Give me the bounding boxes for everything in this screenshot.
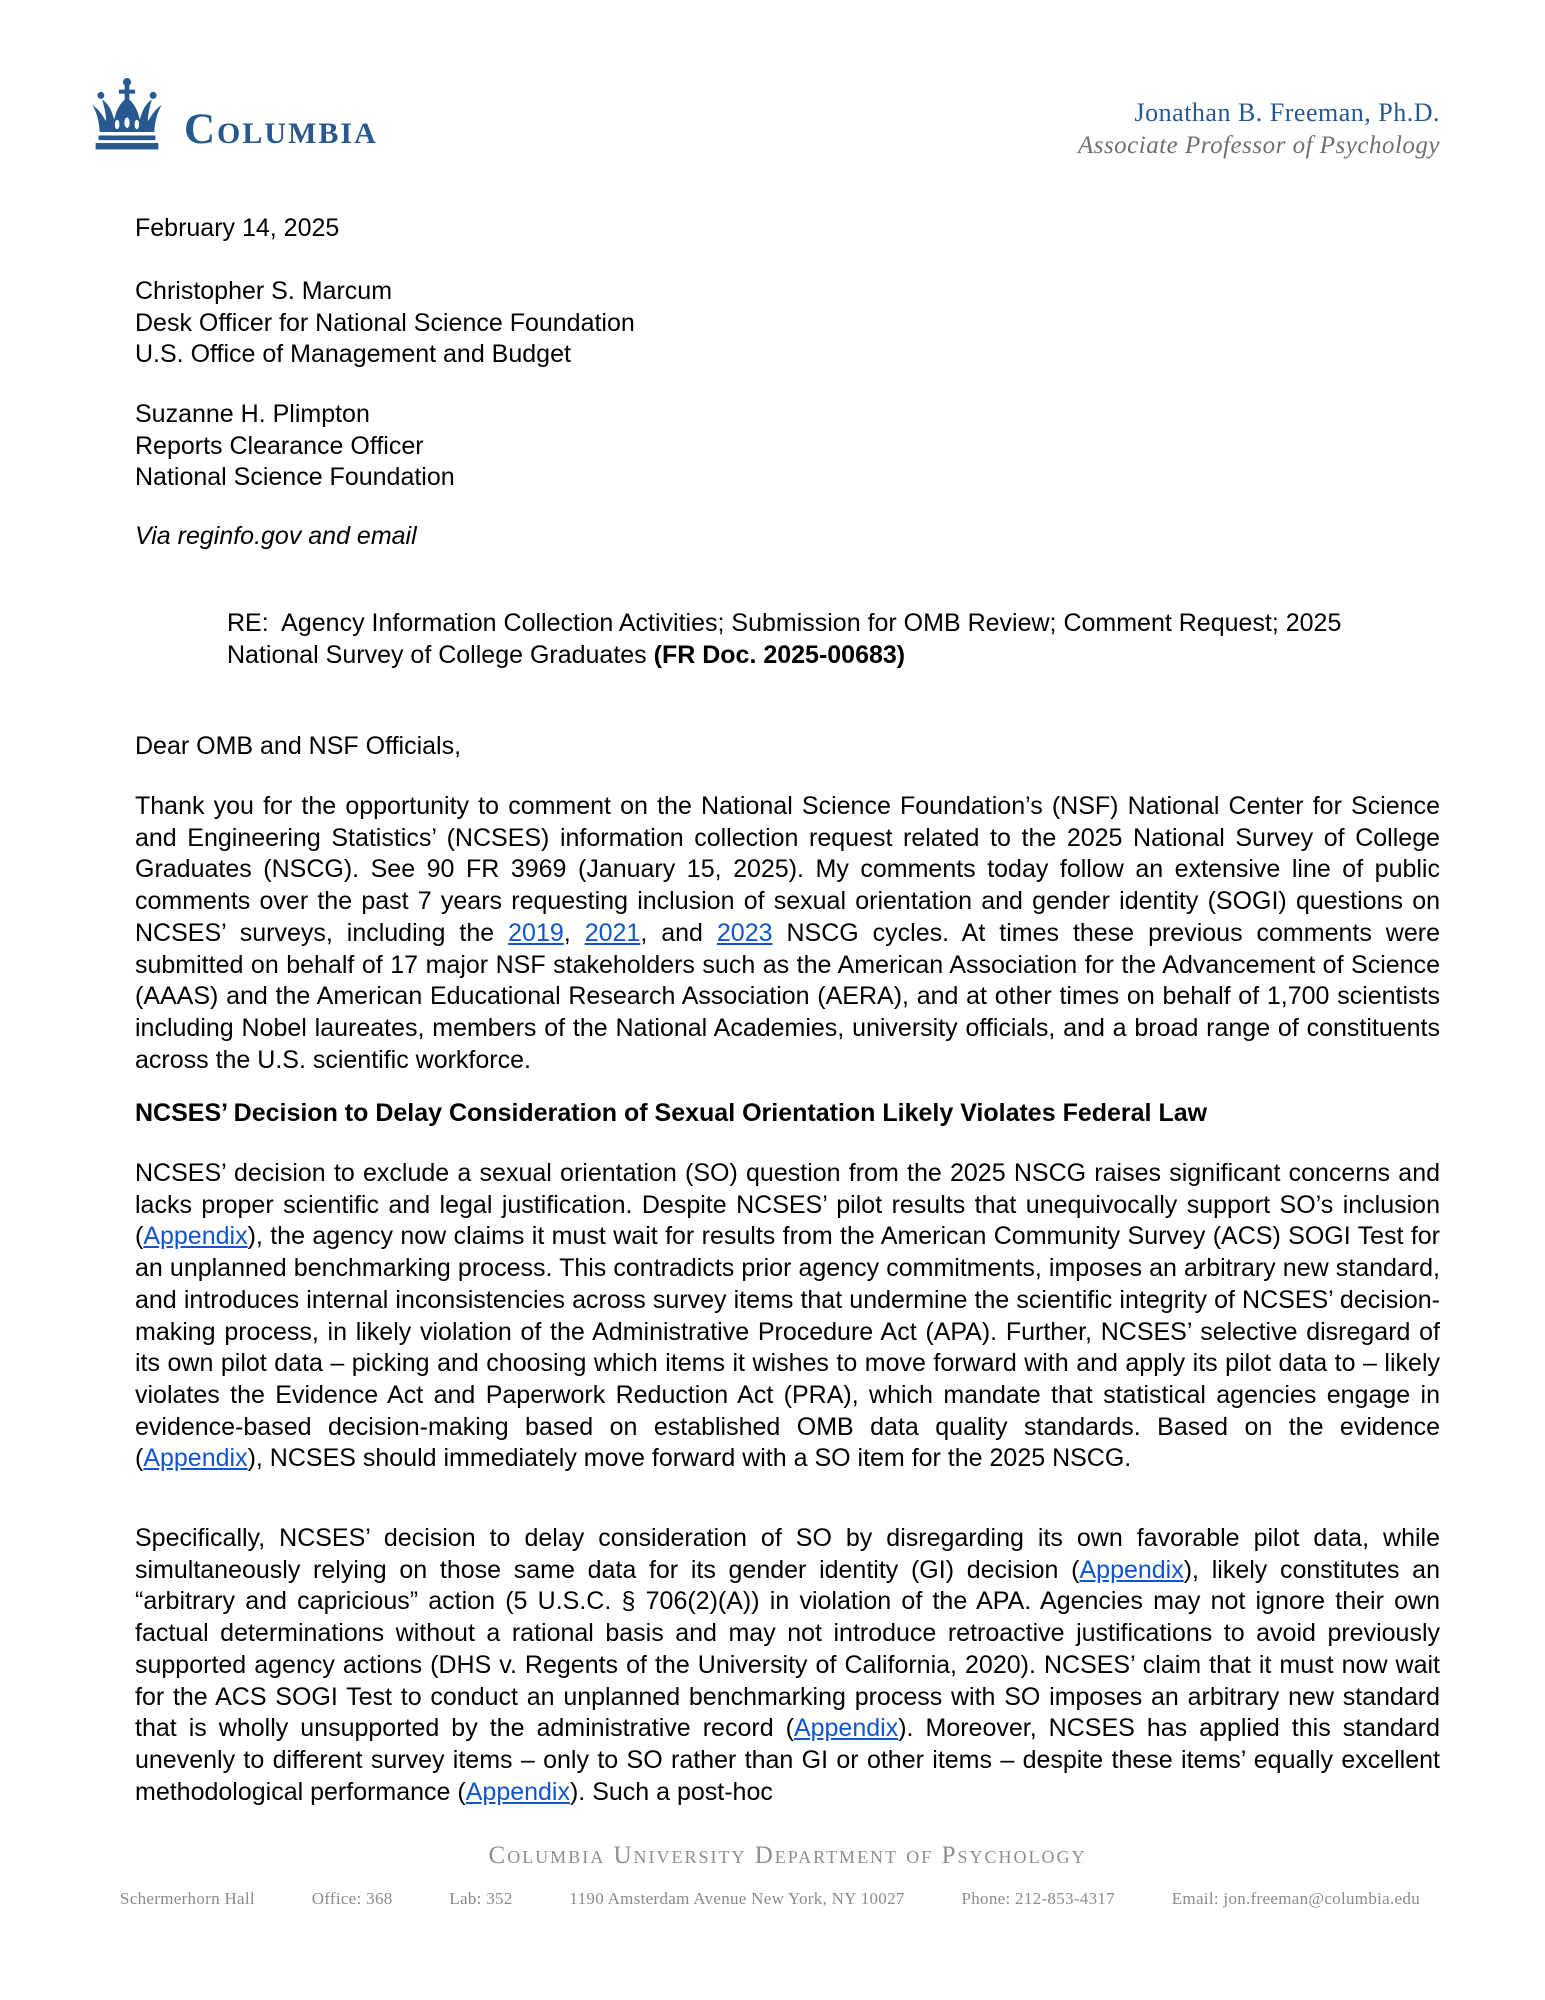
letter-date: February 14, 2025 <box>135 214 340 242</box>
columbia-logo <box>92 78 378 151</box>
recipient-org: U.S. Office of Management and Budget <box>135 340 571 369</box>
footer-department: Columbia University Department of Psychology <box>488 1842 1087 1869</box>
body-text: ), NCSES should immediately move forward with a SO item for the 2025 NSCG. <box>247 1444 1132 1473</box>
delivery-method: Via reginfo.gov and email <box>135 522 417 550</box>
recipient-role: Reports Clearance Officer <box>135 431 424 460</box>
link-2021[interactable]: 2021 <box>584 918 641 947</box>
footer-contact-row <box>120 1889 1420 1909</box>
footer-address: 1190 Amsterdam Avenue New York, NY 10027 <box>569 1889 905 1908</box>
columbia-crown-icon <box>92 78 162 150</box>
body-text: RE: Agency Information Collection Activities; Submission for OMB Review; Comment Request; 2025 National Survey of College Graduates <box>227 609 1349 669</box>
body-text: , <box>563 918 585 947</box>
sender-name: Jonathan B. Freeman, Ph.D. <box>1134 98 1440 127</box>
re-line <box>227 608 1438 671</box>
footer-phone: Phone: 212-853-4317 <box>961 1889 1115 1908</box>
link-appendix[interactable]: Appendix <box>1079 1555 1184 1584</box>
link-2019[interactable]: 2019 <box>508 918 564 947</box>
body-text: NSCG cycles. At times these previous comments were submitted on behalf of 17 major NSF stakeholders such as the American Association for the Advancement of Science (AAAS) and the American Educational Research Association (AERA), and at other times on behalf of 1,700 scientists including Nobel laureates, members of the National Academies, university officials, and a broad range of constituents across the U.S. scientific workforce. <box>135 918 1440 1074</box>
footer-office: Office: 368 <box>311 1889 393 1908</box>
footer-lab: Lab: 352 <box>449 1889 513 1908</box>
body-text: Specifically, NCSES’ decision to delay consideration of SO by disregarding its own favorable pilot data, while simultaneously relying on those same data for its gender identity (GI) decision ( <box>135 1524 1440 1584</box>
salutation: Dear OMB and NSF Officials, <box>135 732 462 760</box>
body-text: ). Moreover, NCSES has applied this standard unevenly to different survey items – only to SO rather than GI or other items – despite these items’ equally excellent methodological performance ( <box>135 1714 1441 1806</box>
recipient-block-marcum <box>135 276 1440 371</box>
link-appendix[interactable]: Appendix <box>793 1714 899 1743</box>
sender-block <box>1078 96 1440 162</box>
recipient-org: National Science Foundation <box>135 463 455 492</box>
body-text: NCSES’ decision to exclude a sexual orientation (SO) question from the 2025 NSCG raises significant concerns and lacks proper scientific and legal justification. Despite NCSES’ pilot results that unequivocally support SO’s inclusion ( <box>135 1159 1440 1251</box>
body-text: Thank you for the opportunity to comment on the National Science Foundation’s (NSF) National Center for Science and Engineering Statistics’ (NCSES) information collection request related to the 2025 National Survey of College Graduates (NSCG). See 90 FR 3969 (January 15, 2025). My comments today follow an extensive line of public comments over the past 7 years requesting inclusion of sexual orientation and gender identity (SOGI) questions on NCSES’ surveys, including the <box>135 792 1440 947</box>
sender-title: Associate Professor of Psychology <box>1077 132 1440 159</box>
body-text: ), likely constitutes an “arbitrary and capricious” action (5 U.S.C. § 706(2)(A)) in violation of the APA. Agencies may not ignore their own factual determinations without a rational basis and may not introduce retroactive justifications to avoid previously supported agency actions (DHS v. Regents of the University of California, 2020). NCSES’ claim that it must now wait for the ACS SOGI Test to conduct an unplanned benchmarking process with SO imposes an arbitrary new standard that is wholly unsupported by the administrative record ( <box>135 1555 1440 1743</box>
footer-hall: Schermerhorn Hall <box>120 1889 255 1908</box>
footer-email: Email: jon.freeman@columbia.edu <box>1171 1889 1420 1908</box>
recipient-name: Suzanne H. Plimpton <box>135 400 370 428</box>
bold-text: (FR Doc. 2025-00683) <box>653 640 906 669</box>
body-text: , and <box>640 918 717 947</box>
section-heading: NCSES’ Decision to Delay Consideration of Sexual Orientation Likely Violates Federal Law <box>135 1099 1208 1127</box>
recipient-role: Desk Officer for National Science Foundation <box>135 308 635 337</box>
paragraph-1 <box>135 791 1440 1076</box>
link-appendix[interactable]: Appendix <box>465 1777 570 1806</box>
columbia-wordmark: Columbia <box>184 106 378 153</box>
body-text: ), the agency now claims it must wait for results from the American Community Survey (ACS) SOGI Test for an unplanned benchmarking process. This contradicts prior agency commitments, imposes an arbitrary new standard, and introduces internal inconsistencies across survey items that undermine the scientific integrity of NCSES’ decision-making process, in likely violation of the Administrative Procedure Act (APA). Further, NCSES’ selective disregard of its own pilot data – picking and choosing which items it wishes to move forward with and apply its pilot data to – likely violates the Evidence Act and Paperwork Reduction Act (PRA), which mandate that statistical agencies engage in evidence-based decision-making based on established OMB data quality standards. Based on the evidence ( <box>135 1222 1440 1473</box>
link-appendix[interactable]: Appendix <box>143 1444 248 1473</box>
link-2023[interactable]: 2023 <box>716 918 773 947</box>
link-appendix[interactable]: Appendix <box>143 1222 248 1251</box>
recipient-name: Christopher S. Marcum <box>135 277 393 305</box>
paragraph-2 <box>135 1158 1440 1475</box>
body-text: ). Such a post-hoc <box>569 1777 773 1806</box>
recipient-block-plimpton <box>135 399 1440 494</box>
paragraph-3 <box>135 1523 1440 1808</box>
